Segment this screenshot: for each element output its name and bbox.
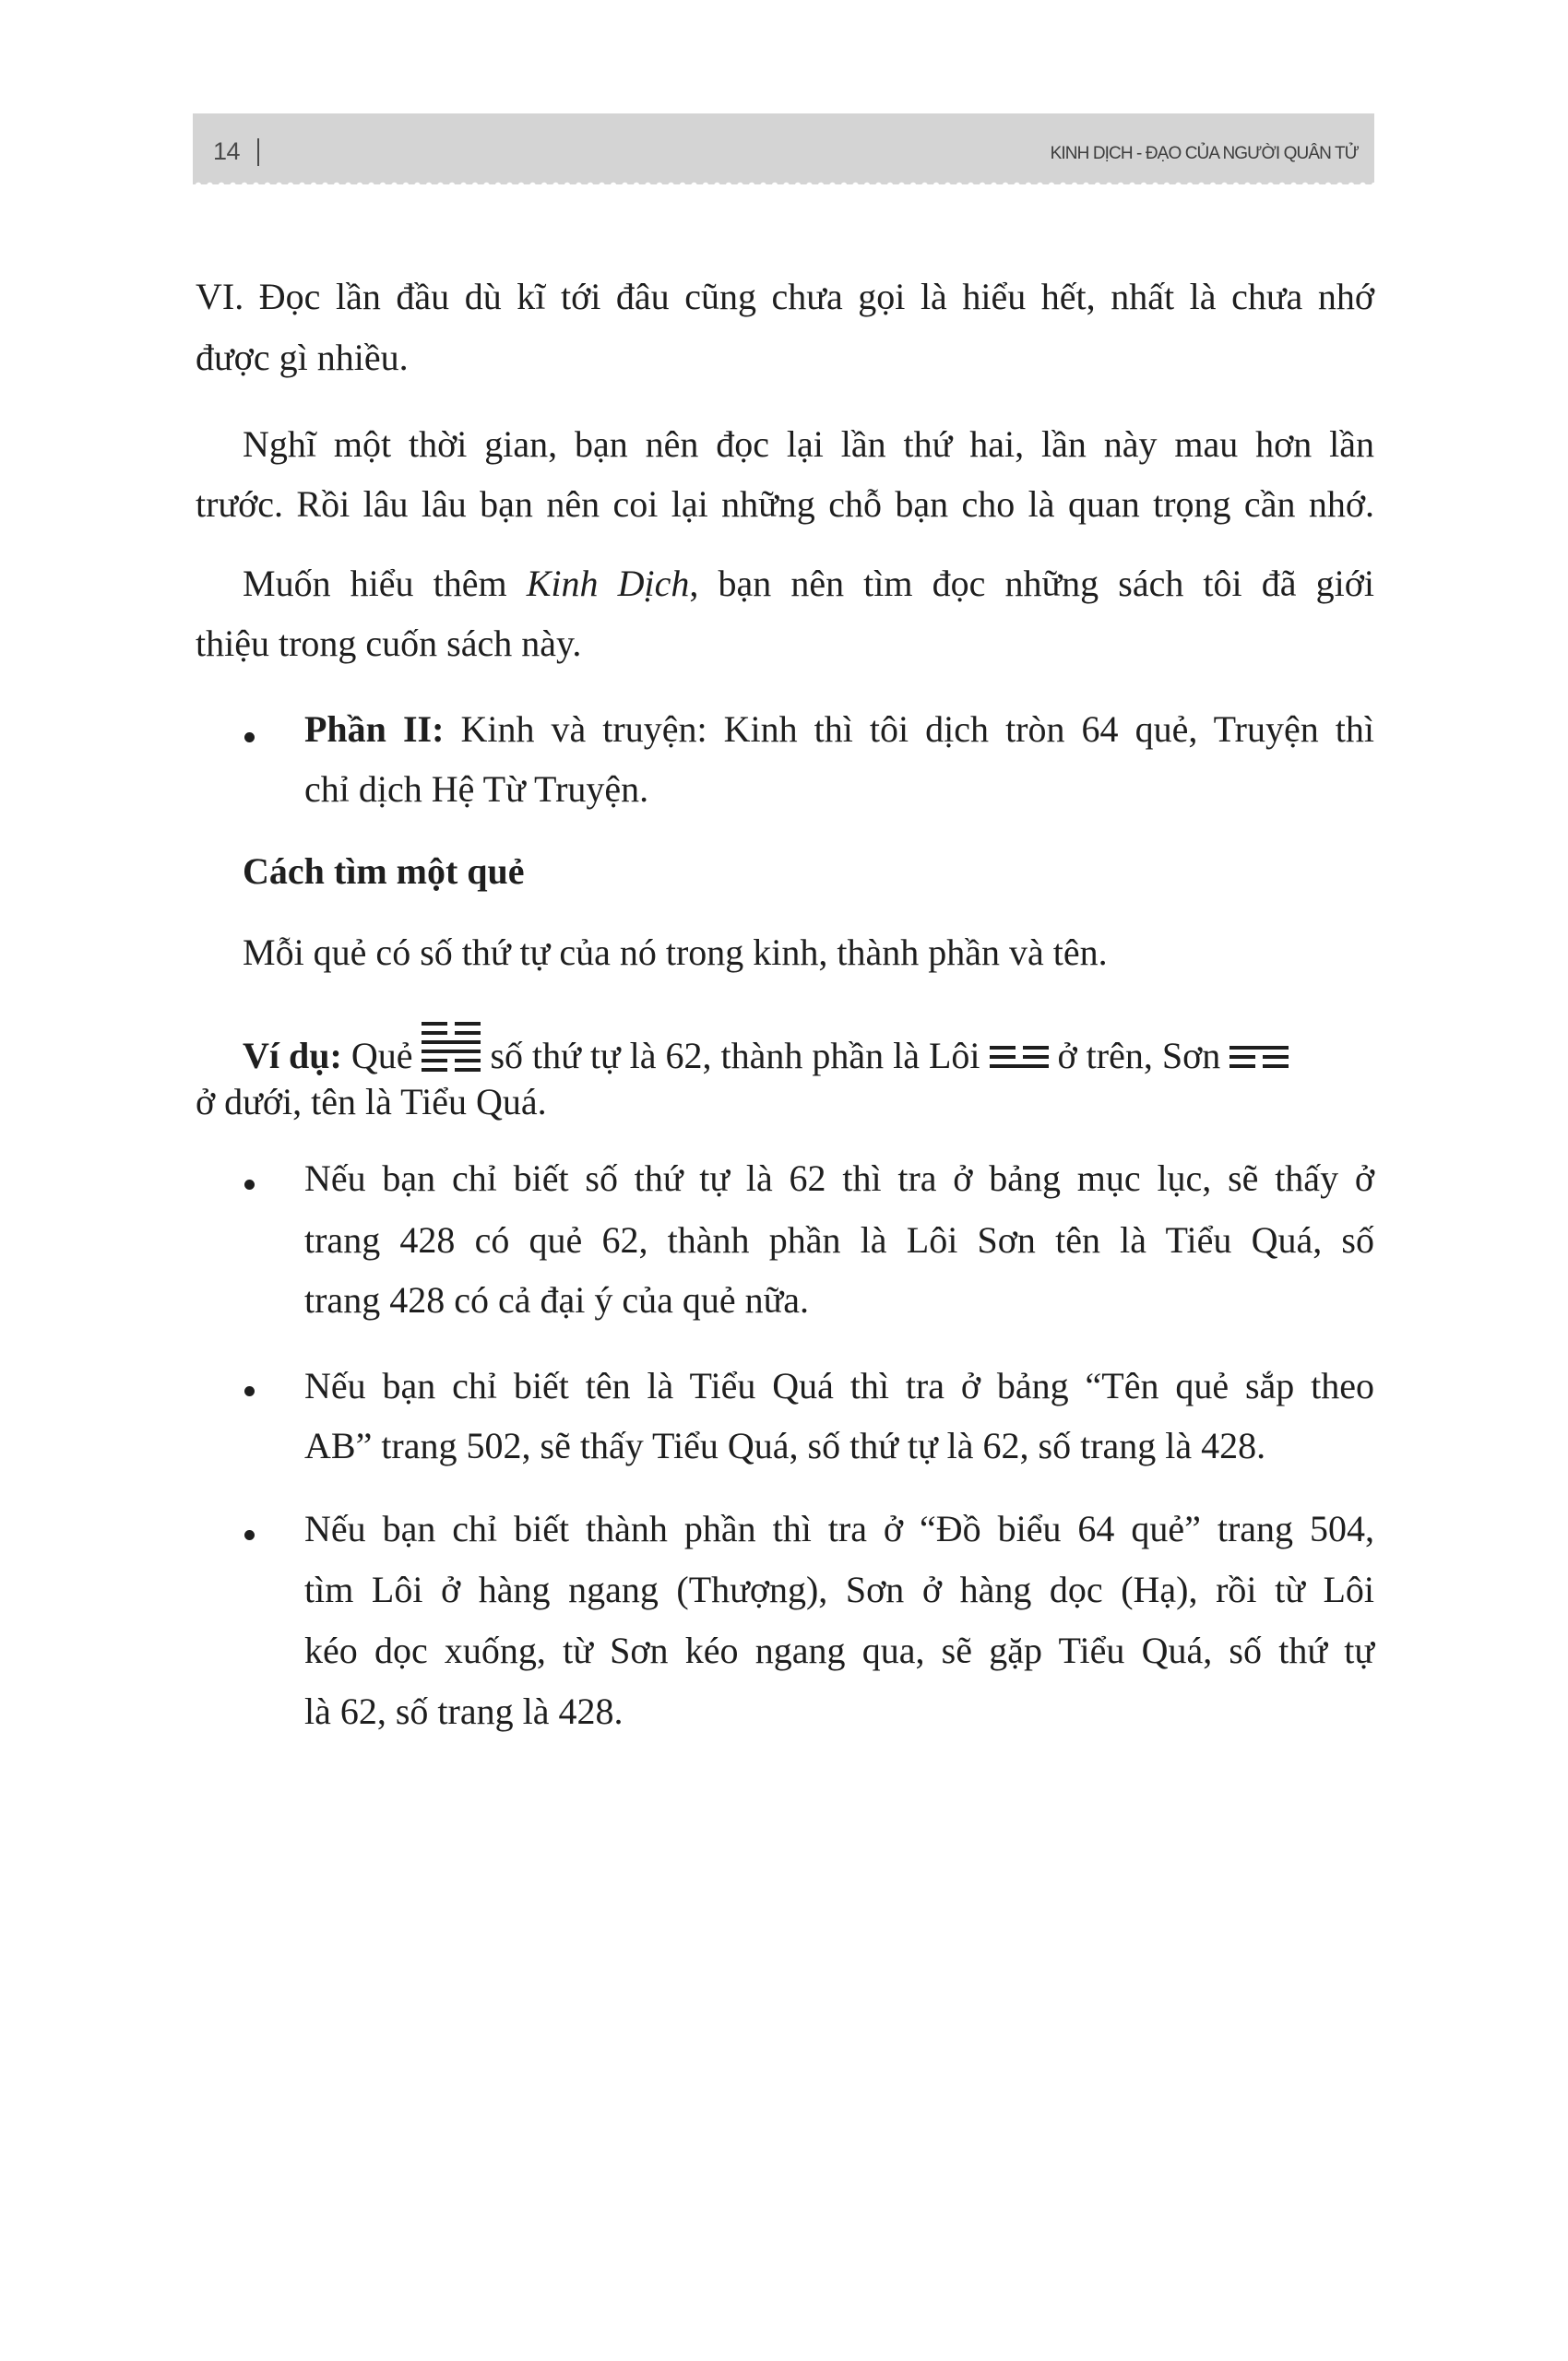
bullet-3-line-4: là 62, số trang là 428. xyxy=(304,1691,624,1732)
example-text-3: ở trên, Sơn xyxy=(1048,1035,1230,1076)
paragraph-2-line-2: trước. Rồi lâu lâu bạn nên coi lại những chỗ bạn cho là quan trọng cần nhớ. xyxy=(196,483,1374,525)
example-bold-label: Ví dụ: xyxy=(243,1035,342,1076)
paragraph-2-line-1: Nghĩ một thời gian, bạn nên đọc lại lần thứ hai, lần này mau hơn lần xyxy=(243,423,1374,465)
bullet-dot xyxy=(244,1386,255,1396)
page-number: 14 xyxy=(213,137,241,165)
paragraph-3-text: Muốn hiểu thêm xyxy=(243,563,527,604)
bullet-2-line-2: AB” trang 502, sẽ thấy Tiểu Quá, số thứ tự là 62, số trang là 428. xyxy=(304,1425,1266,1466)
paragraph-1-line-1: VI. Đọc lần đầu dù kĩ tới đâu cũng chưa gọi là hiểu hết, nhất là chưa nhớ xyxy=(196,276,1374,317)
bullet-3-line-2: tìm Lôi ở hàng ngang (Thượng), Sơn ở hàng dọc (Hạ), rồi từ Lôi xyxy=(304,1569,1374,1610)
bullet-3-line-3: kéo dọc xuống, từ Sơn kéo ngang qua, sẽ gặp Tiểu Quá, số thứ tự xyxy=(304,1630,1374,1671)
paragraph-3-line-1 xyxy=(243,565,1374,602)
paragraph-1-line-2: được gì nhiều. xyxy=(196,337,409,378)
bullet-1-line-2: trang 428 có quẻ 62, thành phần là Lôi Sơn tên là Tiểu Quá, số xyxy=(304,1219,1374,1261)
hexagram-62-icon xyxy=(422,1022,481,1074)
bullet-1-line-1: Nếu bạn chỉ biết số thứ tự là 62 thì tra ở bảng mục lục, sẽ thấy ở xyxy=(304,1157,1374,1199)
header-separator xyxy=(257,138,259,166)
example-text-2: số thứ tự là 62, thành phần là Lôi xyxy=(481,1035,990,1076)
running-header xyxy=(193,113,1374,184)
paragraph-3-text-rest: , bạn nên tìm đọc những sách tôi đã giới xyxy=(689,563,1374,604)
example-text-1: Quẻ xyxy=(341,1035,422,1076)
example-line-1 xyxy=(243,1022,1374,1074)
thunder-trigram-icon xyxy=(990,1044,1049,1068)
bullet-dot xyxy=(244,1530,255,1540)
example-line-2: ở dưới, tên là Tiểu Quá. xyxy=(196,1081,547,1122)
paragraph-3-line-2: thiệu trong cuốn sách này. xyxy=(196,623,582,664)
running-title: KINH DỊCH - ĐẠO CỦA NGƯỜI QUÂN TỬ xyxy=(1050,144,1359,163)
section-heading: Cách tìm một quẻ xyxy=(243,850,525,892)
bullet-2-line-1: Nếu bạn chỉ biết tên là Tiểu Quá thì tra ở bảng “Tên quẻ sắp theo xyxy=(304,1365,1374,1406)
bullet-1-line-3: trang 428 có cả đại ý của quẻ nữa. xyxy=(304,1279,810,1321)
bullet-text: Kinh và truyện: Kinh thì tôi dịch tròn 64 quẻ, Truyện thì xyxy=(444,708,1374,750)
bullet-3-line-1: Nếu bạn chỉ biết thành phần thì tra ở “Đồ biểu 64 quẻ” trang 504, xyxy=(304,1508,1374,1549)
bullet-part2-line-1 xyxy=(304,708,1374,750)
mountain-trigram-icon xyxy=(1229,1044,1289,1068)
bullet-bold-label: Phần II: xyxy=(304,708,445,750)
bullet-part2-line-2: chỉ dịch Hệ Từ Truyện. xyxy=(304,768,649,810)
bullet-dot xyxy=(244,1180,255,1190)
bullet-dot xyxy=(244,732,255,742)
paragraph-4: Mỗi quẻ có số thứ tự của nó trong kinh, thành phần và tên. xyxy=(243,931,1108,973)
book-title-italic: Kinh Dịch xyxy=(526,563,690,604)
